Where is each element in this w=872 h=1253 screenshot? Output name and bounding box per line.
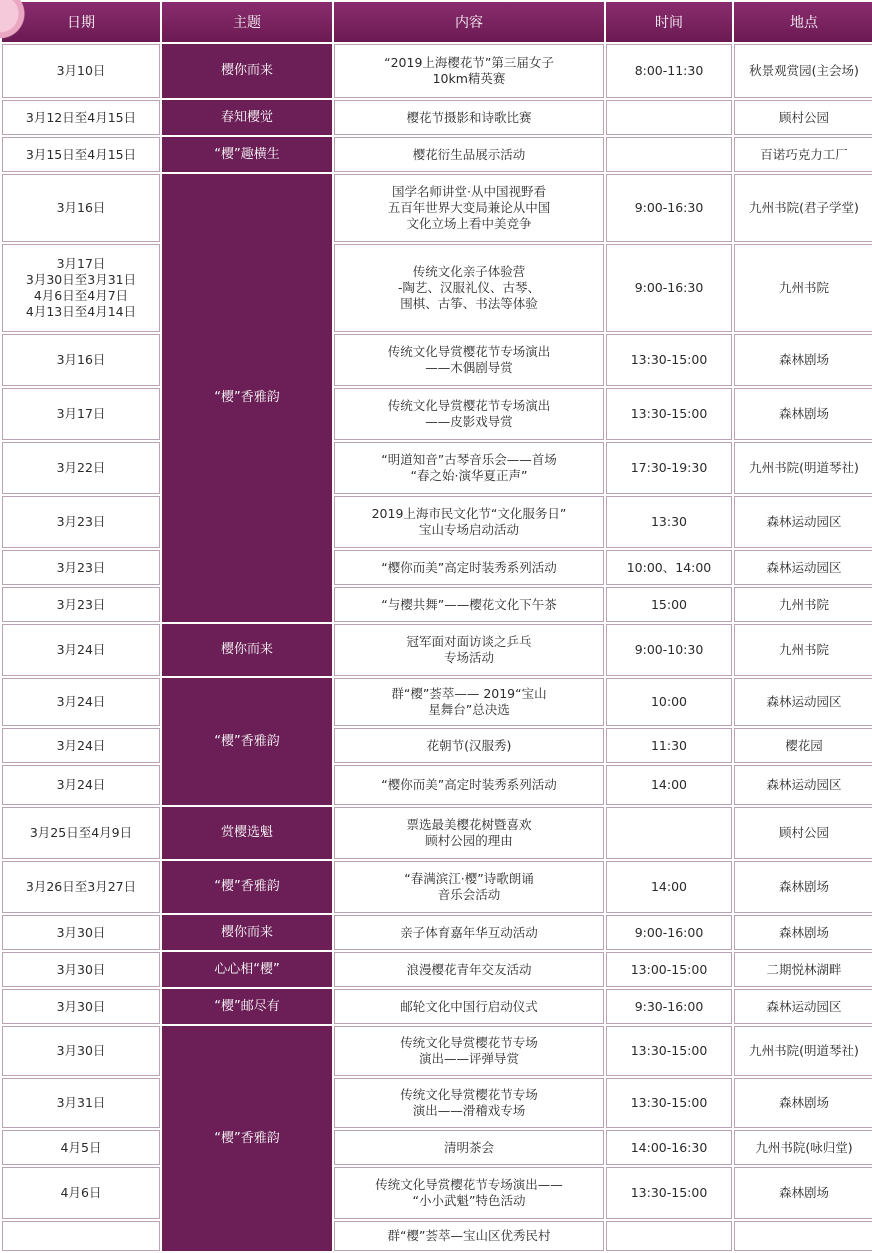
theme-cell-text: “樱”香雅韵 [214,1130,280,1146]
date-cell [2,624,160,676]
content-cell-text: 樱花节摄影和诗歌比赛 [406,109,532,125]
content-cell [334,952,604,987]
theme-cell [162,678,332,805]
content-cell-text: 浪漫樱花青年交友活动 [406,961,532,977]
date-cell [2,388,160,440]
date-cell [2,1221,160,1251]
date-cell [2,1167,160,1219]
place-cell [734,100,872,135]
date-cell-text: 3月22日 [56,460,106,475]
content-cell [334,100,604,135]
place-cell-text: 百诺巧克力工厂 [760,146,848,162]
time-cell [606,678,732,726]
time-cell [606,550,732,585]
place-cell-text: 森林剧场 [778,406,829,421]
time-cell [606,244,732,332]
content-cell-text: “樱你而美”高定时装秀系列活动 [381,777,557,792]
theme-cell-text: “樱”香雅韵 [214,733,280,749]
place-cell [734,1078,872,1128]
place-cell-text: 九州书院(君子学堂) [749,200,859,215]
table-row [2,678,872,726]
time-cell-text: 14:00 [650,879,688,894]
date-cell [2,678,160,726]
date-cell-text: 3月31日 [56,1095,106,1110]
content-cell [334,989,604,1024]
theme-cell-text: 春知樱觉 [220,109,273,125]
table-row [2,1130,872,1165]
content-cell [334,388,604,440]
content-cell [334,728,604,763]
place-cell-text: 森林剧场 [778,879,829,894]
table-row [2,952,872,987]
content-cell-text: 群“樱”荟萃—宝山区优秀民村 [387,1228,551,1243]
time-cell [606,174,732,242]
date-cell-text: 3月24日 [56,777,106,792]
content-cell [334,496,604,548]
content-cell-text: 传统文化导赏樱花节专场 演出——评弹导赏 [400,1035,538,1066]
place-cell [734,861,872,913]
time-cell-text: 11:30 [650,737,688,753]
time-cell [606,765,732,805]
content-cell-text: 樱花衍生品展示活动 [412,146,526,162]
date-cell-text: 3月15日至4月15日 [25,146,137,162]
table-row [2,1167,872,1219]
table-row [2,496,872,548]
time-cell [606,137,732,172]
place-cell-text: 顾村公园 [778,109,829,125]
theme-cell [162,137,332,172]
place-cell-text: 九州书院(明道琴社) [749,460,859,475]
theme-cell-text: 樱你而来 [220,642,273,657]
content-cell-text: 群“樱”荟萃—— 2019“宝山 星舞台”总决选 [391,686,547,717]
place-cell-text: 九州书院 [778,280,829,295]
date-cell-text: 3月17日 [56,406,106,421]
theme-cell-text: 心心相“樱” [214,961,280,977]
place-cell-text: 森林运动园区 [766,559,842,575]
time-cell-text: 13:30-15:00 [630,1095,708,1110]
content-cell-text: 清明茶会 [443,1139,494,1155]
time-cell [606,496,732,548]
place-cell [734,388,872,440]
time-cell-text: 13:00-15:00 [630,961,708,977]
place-cell [734,137,872,172]
content-cell [334,807,604,859]
content-cell-text: 冠军面对面访谈之乒乓 专场活动 [406,634,532,665]
date-cell-text: 3月17日 3月30日至3月31日 4月6日至4月7日 4月13日至4月14日 [25,256,137,319]
date-cell-text: 3月30日 [56,924,106,940]
date-cell [2,174,160,242]
content-cell [334,861,604,913]
place-cell-text: 九州书院(咏归堂) [755,1139,853,1155]
table-row [2,44,872,98]
place-cell-text: 二期悦林湖畔 [766,961,842,977]
date-cell [2,989,160,1024]
time-cell-text: 13:30-15:00 [630,352,708,367]
theme-cell-text: 樱你而来 [220,63,273,78]
theme-cell [162,807,332,859]
date-cell [2,1130,160,1165]
time-cell-text: 9:30-16:00 [634,998,704,1014]
header-time: 时间 [606,2,732,42]
table-row [2,100,872,135]
table-row [2,388,872,440]
place-cell [734,1026,872,1076]
date-cell [2,952,160,987]
theme-cell-text: “樱”趣横生 [214,146,280,162]
time-cell [606,442,732,494]
header-theme: 主题 [162,2,332,42]
date-cell [2,765,160,805]
content-cell-text: 国学名师讲堂·从中国视野看 五百年世界大变局兼论从中国 文化立场上看中美竞争 [387,184,551,231]
place-cell [734,334,872,386]
table-row [2,244,872,332]
content-cell [334,174,604,242]
place-cell-text: 森林剧场 [778,924,829,940]
theme-cell [162,174,332,622]
content-cell-text: 邮轮文化中国行启动仪式 [400,998,538,1014]
time-cell-text: 13:30-15:00 [630,1043,708,1058]
theme-cell-text: 赏樱选魁 [220,825,273,840]
content-cell [334,1078,604,1128]
content-cell [334,44,604,98]
place-cell-text: 樱花园 [785,737,823,753]
content-cell-text: “2019上海樱花节”第三届女子 10km精英赛 [384,55,554,86]
date-cell [2,861,160,913]
time-cell [606,1221,732,1251]
date-cell-text: 3月24日 [56,737,106,753]
date-cell-text: 4月6日 [60,1185,102,1200]
theme-cell [162,1026,332,1251]
content-cell-text: 传统文化亲子体验营 -陶艺、汉服礼仪、古琴、 围棋、古筝、书法等体验 [397,264,540,311]
place-cell [734,44,872,98]
table-row [2,442,872,494]
place-cell-text: 秋景观赏园(主会场) [749,63,859,78]
header-date: 日期 [2,2,160,42]
place-cell-text: 九州书院 [778,642,829,657]
header-content: 内容 [334,2,604,42]
time-cell-text: 15:00 [650,596,688,612]
time-cell [606,44,732,98]
content-cell-text: 亲子体育嘉年华互动活动 [400,924,538,940]
date-cell-text: 3月25日至4月9日 [29,825,133,840]
time-cell-text: 17:30-19:30 [630,460,708,475]
table-row [2,915,872,950]
date-cell [2,137,160,172]
place-cell [734,915,872,950]
place-cell [734,1221,872,1251]
place-cell-text: 森林运动园区 [766,998,842,1014]
theme-cell [162,952,332,987]
time-cell [606,1026,732,1076]
content-cell [334,765,604,805]
place-cell [734,1130,872,1165]
time-cell-text: 10:00、14:00 [626,559,712,575]
content-cell-text: 票选最美樱花树暨喜欢 顾村公园的理由 [406,817,532,848]
time-cell [606,915,732,950]
content-cell [334,624,604,676]
content-cell [334,587,604,622]
time-cell [606,807,732,859]
time-cell-text: 9:00-16:30 [634,200,704,215]
date-cell [2,807,160,859]
table-row [2,1221,872,1251]
time-cell-text: 9:00-10:30 [634,642,704,657]
time-cell-text: 14:00-16:30 [630,1139,708,1155]
date-cell-text: 3月23日 [56,514,106,529]
date-cell [2,915,160,950]
place-cell [734,765,872,805]
date-cell-text: 3月24日 [56,642,106,657]
table-row [2,174,872,242]
content-cell-text: 花朝节(汉服秀) [426,737,512,753]
date-cell [2,587,160,622]
place-cell [734,587,872,622]
content-cell [334,1026,604,1076]
content-cell [334,550,604,585]
place-cell [734,1167,872,1219]
place-cell-text: 森林运动园区 [766,694,842,709]
date-cell [2,334,160,386]
theme-cell [162,861,332,913]
content-cell-text: “与樱共舞”——樱花文化下午茶 [381,596,557,612]
place-cell-text: 森林运动园区 [766,777,842,792]
content-cell-text: 传统文化导赏樱花节专场演出 ——皮影戏导赏 [387,398,551,429]
theme-cell [162,989,332,1024]
content-cell-text: “明道知音”古琴音乐会——首场 “春之始·演华夏正声” [381,452,557,483]
time-cell [606,861,732,913]
date-cell-text: 3月23日 [56,596,106,612]
content-cell-text: 传统文化导赏樱花节专场 演出——滑稽戏专场 [400,1087,538,1118]
time-cell [606,728,732,763]
date-cell [2,550,160,585]
content-cell-text: “春满滨江·樱”诗歌朗诵 音乐会活动 [404,871,534,902]
time-cell-text: 13:30-15:00 [630,1185,708,1200]
place-cell-text: 九州书院(明道琴社) [749,1043,859,1058]
table-row [2,807,872,859]
table-row [2,137,872,172]
time-cell-text: 9:00-16:00 [634,924,704,940]
time-cell [606,334,732,386]
cherry-blossom-decoration [0,0,40,46]
table-body [2,44,872,1251]
time-cell-text: 13:30 [650,514,688,529]
theme-cell [162,624,332,676]
table-row [2,861,872,913]
content-cell [334,1221,604,1251]
table-row [2,728,872,763]
date-cell-text: 3月30日 [56,961,106,977]
place-cell [734,807,872,859]
date-cell [2,244,160,332]
date-cell-text: 3月30日 [56,1043,106,1058]
place-cell [734,496,872,548]
place-cell [734,678,872,726]
table-row [2,1026,872,1076]
content-cell [334,334,604,386]
time-cell [606,1130,732,1165]
date-cell-text: 3月24日 [56,694,106,709]
table-row [2,765,872,805]
time-cell-text: 13:30-15:00 [630,406,708,421]
place-cell [734,728,872,763]
content-cell-text: 传统文化导赏樱花节专场演出 ——木偶剧导赏 [387,344,551,375]
date-cell [2,44,160,98]
place-cell-text: 森林运动园区 [766,514,842,529]
date-cell-text: 3月30日 [56,998,106,1014]
theme-cell-text: “樱”邮尽有 [214,998,280,1014]
place-cell [734,442,872,494]
table-row [2,587,872,622]
place-cell [734,244,872,332]
date-cell-text: 3月10日 [56,63,106,78]
table-row [2,624,872,676]
time-cell [606,1167,732,1219]
place-cell [734,952,872,987]
content-cell [334,244,604,332]
content-cell [334,442,604,494]
time-cell [606,587,732,622]
theme-cell [162,100,332,135]
header-place: 地点 [734,2,872,42]
content-cell-text: 2019上海市民文化节“文化服务日” 宝山专场启动活动 [371,506,567,537]
date-cell-text: 3月26日至3月27日 [25,879,137,894]
date-cell [2,1078,160,1128]
time-cell [606,100,732,135]
place-cell-text: 森林剧场 [778,1185,829,1200]
content-cell [334,915,604,950]
theme-cell-text: “樱”香雅韵 [214,390,280,405]
table-row [2,550,872,585]
date-cell-text: 4月5日 [60,1139,102,1155]
time-cell [606,989,732,1024]
theme-cell [162,44,332,98]
place-cell [734,550,872,585]
content-cell-text: “樱你而美”高定时装秀系列活动 [381,559,557,575]
place-cell-text: 森林剧场 [778,1095,829,1110]
date-cell-text: 3月16日 [56,200,106,215]
time-cell [606,624,732,676]
place-cell-text: 顾村公园 [778,825,829,840]
date-cell [2,728,160,763]
place-cell [734,989,872,1024]
date-cell-text: 3月16日 [56,352,106,367]
time-cell-text: 14:00 [650,777,688,792]
time-cell-text: 9:00-16:30 [634,280,704,295]
content-cell [334,1167,604,1219]
time-cell-text: 8:00-11:30 [634,63,704,78]
content-cell [334,137,604,172]
theme-cell-text: “樱”香雅韵 [214,879,280,894]
place-cell [734,624,872,676]
time-cell [606,952,732,987]
date-cell-text: 3月23日 [56,559,106,575]
table-row [2,989,872,1024]
place-cell-text: 森林剧场 [778,352,829,367]
time-cell-text: 10:00 [650,694,688,709]
place-cell-text: 九州书院 [778,596,829,612]
time-cell [606,388,732,440]
date-cell [2,1026,160,1076]
time-cell [606,1078,732,1128]
content-cell [334,1130,604,1165]
date-cell [2,100,160,135]
theme-cell-text: 樱你而来 [220,924,273,940]
content-cell-text: 传统文化导赏樱花节专场演出—— “小小武魁”特色活动 [375,1177,563,1208]
date-cell [2,442,160,494]
table-row [2,334,872,386]
table-row [2,1078,872,1128]
header-row [2,2,872,42]
place-cell [734,174,872,242]
date-cell-text: 3月12日至4月15日 [25,109,137,125]
date-cell [2,496,160,548]
theme-cell [162,915,332,950]
content-cell [334,678,604,726]
